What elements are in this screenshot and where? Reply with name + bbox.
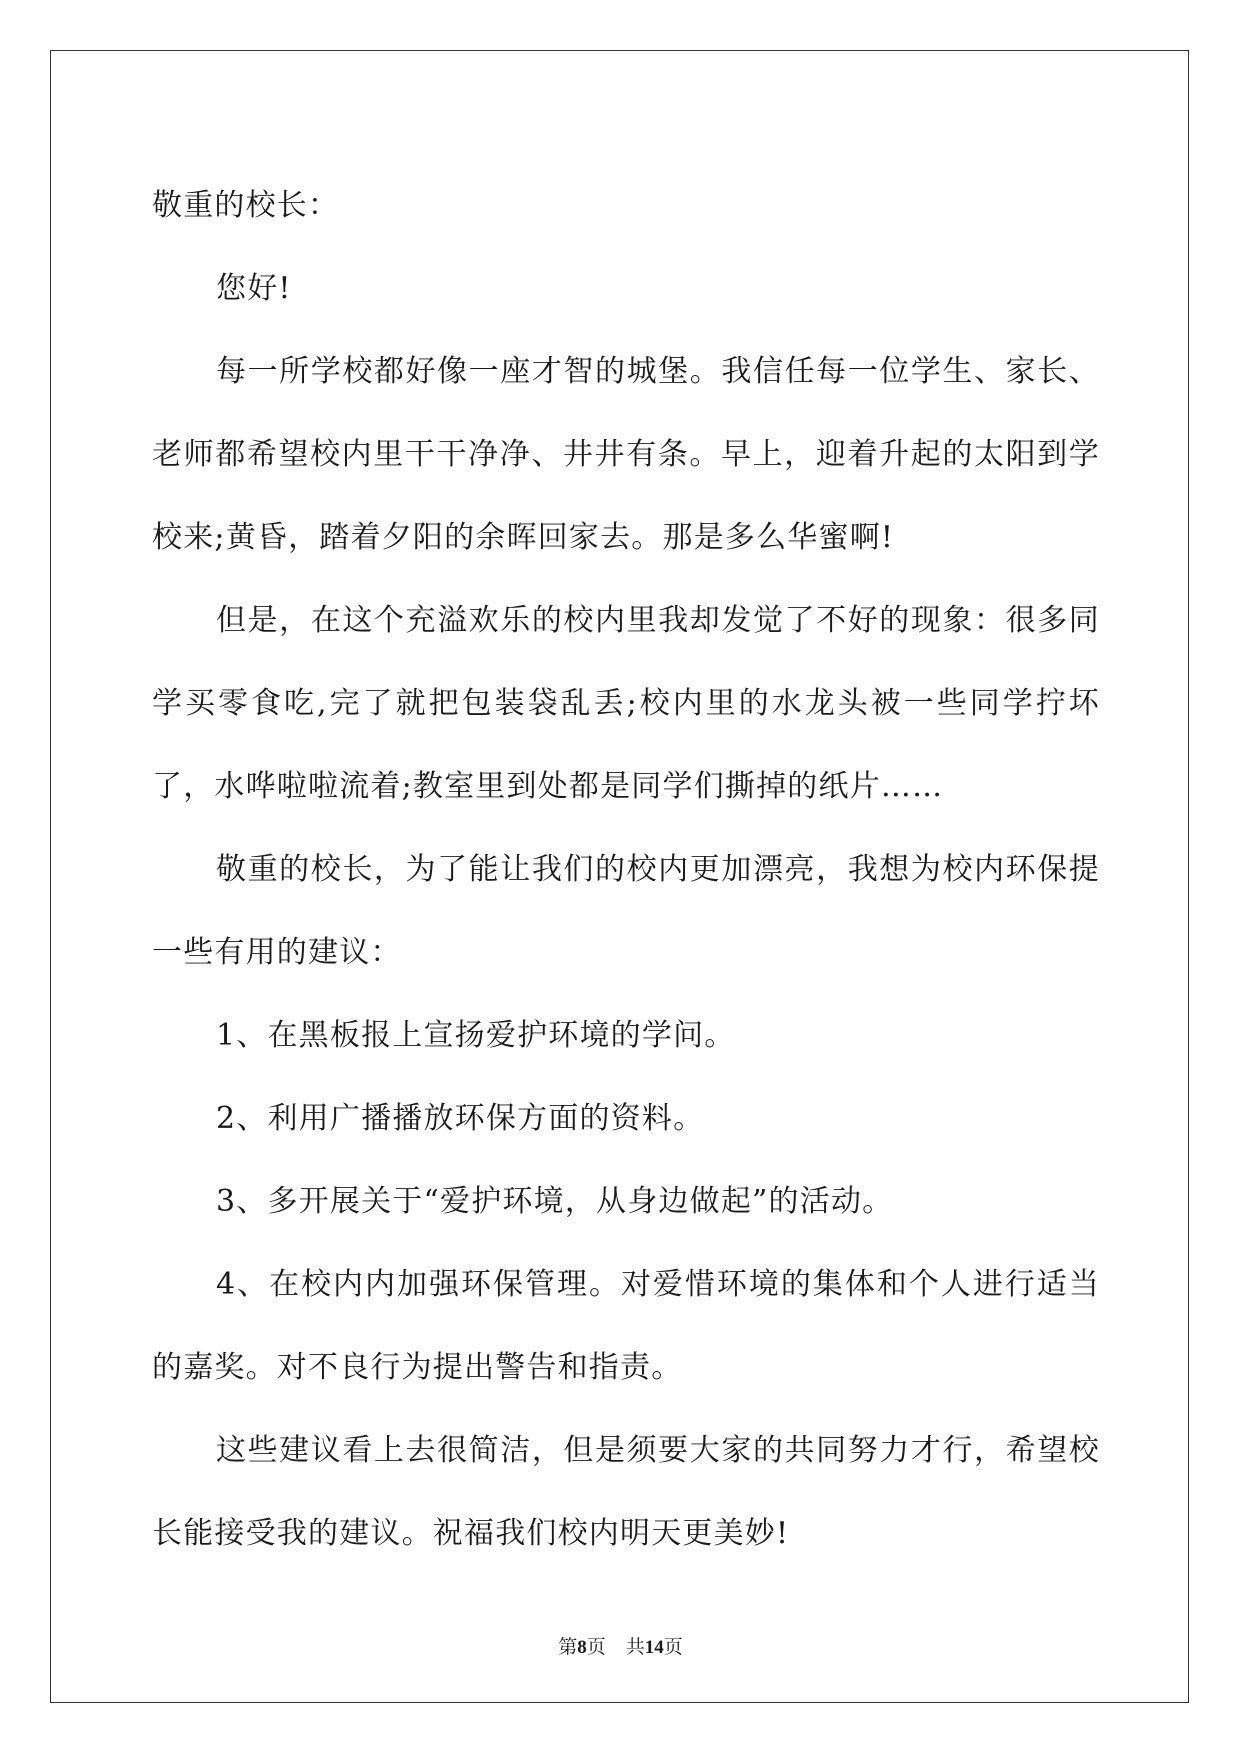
- suggestion-item-1: 1、在黑板报上宣扬爱护环境的学问。: [216, 1018, 736, 1053]
- greeting: 您好!: [216, 271, 292, 306]
- page-suffix: 页: [586, 1637, 606, 1658]
- suggestion-item-2: 2、利用广播播放环保方面的资料。: [216, 1101, 705, 1136]
- paragraph-problems: 但是，在这个充溢欢乐的校内里我却发觉了不好的现象：很多同学买零食吃,完了就把包装袋乱丢;校内里的水龙头被一些同学拧坏了，水哗啦啦流着;教室里到处都是同学们撕掉的纸片……: [152, 603, 1100, 804]
- paragraph-proposal: 敬重的校长，为了能让我们的校内更加漂亮，我想为校内环保提一些有用的建议：: [152, 852, 1100, 970]
- letter-body: [152, 164, 1100, 1575]
- page-prefix: 第: [558, 1637, 578, 1658]
- total-prefix: 共: [625, 1637, 645, 1658]
- page-number: 8: [577, 1637, 587, 1658]
- total-pages: 14: [644, 1637, 664, 1658]
- suggestion-item-3: 3、多开展关于“爱护环境，从身边做起”的活动。: [216, 1184, 894, 1219]
- salutation: 敬重的校长：: [152, 188, 340, 223]
- suggestion-item-4: 4、在校内内加强环保管理。对爱惜环境的集体和个人进行适当的嘉奖。对不良行为提出警告和指责。: [152, 1267, 1100, 1385]
- paragraph-intro: 每一所学校都好像一座才智的城堡。我信任每一位学生、家长、老师都希望校内里干干净净、井井有条。早上，迎着升起的太阳到学校来;黄昏，踏着夕阳的余晖回家去。那是多么华蜜啊!: [152, 354, 1100, 555]
- page-footer: [0, 1632, 1241, 1659]
- paragraph-closing: 这些建议看上去很简洁，但是须要大家的共同努力才行，希望校长能接受我的建议。祝福我们校内明天更美妙!: [152, 1433, 1100, 1551]
- total-suffix: 页: [663, 1637, 683, 1658]
